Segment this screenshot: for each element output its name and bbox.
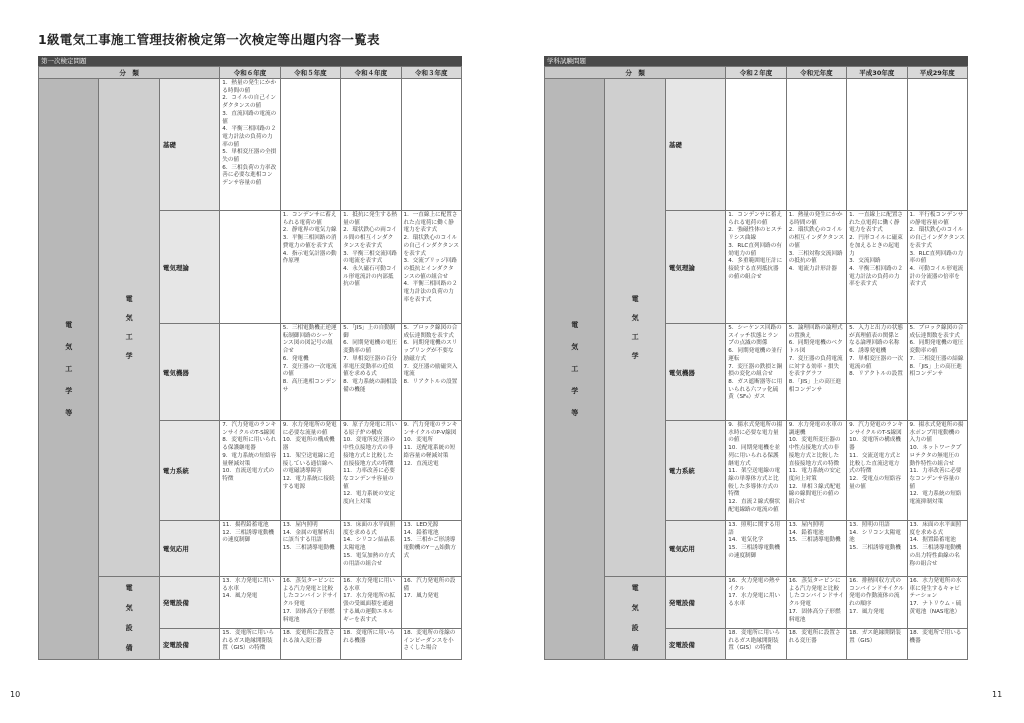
- header-bunrui: 分 類: [39, 67, 220, 79]
- cell-item: 8．リアクトルの設置: [403, 378, 458, 385]
- cell-item: 15．三相誘導電動機: [788, 537, 841, 544]
- cell-item: 5．ブロック線図の合成伝達関数を表す式: [403, 325, 458, 339]
- cell-item: 14．鉛蓄電池: [403, 529, 439, 536]
- category-char: 工: [631, 332, 639, 341]
- cell-item: 12．受電点の短絡容量の値: [849, 475, 901, 490]
- row-label: 電力系統: [665, 421, 725, 521]
- cell-item: 17．固体高分子形燃料電池: [788, 608, 841, 623]
- table-row: [545, 577, 968, 629]
- cell-item: 16．蒸気タービンによる汽力発電と比較したコンバインドサイクル発電: [788, 578, 844, 608]
- cell-item: 8．「JIS」上の高圧進相コンデンサ: [909, 363, 962, 378]
- cell-item: 11．力率改善に必要なコンデンサ容量の値: [909, 468, 962, 490]
- table-cell: [401, 211, 461, 324]
- category-char: 等: [571, 409, 579, 417]
- cell-item: 18．変電所に設置される油入変圧器: [282, 630, 335, 644]
- page-number: 11: [992, 690, 1003, 699]
- cell-item: 6．三相負荷の力率改善に必要な進相コンデンサ容量の値: [222, 164, 277, 187]
- category-char: 等: [65, 409, 73, 417]
- category-sub: [605, 79, 665, 577]
- cell-item: 18．変電所に用いられる機器: [343, 630, 395, 644]
- table-cell: [280, 421, 340, 521]
- cell-item: 16．蒸気タービンによる汽力発電と比較したコンバインドサイクル発電: [282, 578, 338, 608]
- category-char: 気: [125, 313, 133, 322]
- cell-item: 18．変電所に用いられるガス絶縁開閉装置（GIS）の特徴: [728, 630, 781, 652]
- cell-item: 6．発電機: [282, 355, 309, 362]
- cell-item: 17．風力発電: [849, 608, 885, 615]
- cell-item: 7．単相変圧器の一次電流の値: [849, 355, 904, 370]
- cell-item: 1．熱量の発生にかかる時間の値: [222, 80, 277, 94]
- cell-item: 13．照明の用語: [849, 522, 890, 528]
- table-cell: [907, 211, 967, 324]
- header-year: 平成29年度: [907, 67, 967, 79]
- table-cell: [341, 577, 401, 629]
- category-char: 電: [125, 584, 133, 592]
- cell-item: 4．平衡三相回路の２電力計法の負荷の力率を表す式: [849, 265, 904, 288]
- table-cell: [341, 521, 401, 577]
- row-label: 基礎: [159, 79, 219, 211]
- category-char: 備: [631, 644, 639, 652]
- cell-item: 8．高圧進相コンデンサ: [282, 378, 337, 393]
- cell-item: 17．ナトリウム・硫黄電池（NAS電池）: [909, 601, 962, 615]
- cell-item: 3．交流回路: [849, 258, 881, 265]
- page-number: 10: [10, 690, 21, 699]
- cell-item: 11．交流送電方式と比較した直流送電方式の特徴: [849, 452, 901, 475]
- category-char: 設: [125, 624, 133, 632]
- cell-item: 18．変電所の母線のインピーダンスを小さくした場合: [403, 630, 456, 652]
- cell-item: 2．環状鉄心のコイルの自己インダクタンスを表す式: [909, 227, 965, 249]
- cell-item: 5．「JIS」上の自動制御: [343, 325, 396, 339]
- category-char: 気: [65, 343, 73, 351]
- cell-item: 2．静電界の電気力線: [282, 227, 337, 234]
- category-char: 電: [631, 584, 639, 592]
- table-cell: [907, 577, 967, 629]
- cell-item: 7．変圧器の鉄損と銅損の変化の組合せ: [728, 363, 783, 378]
- category-char: 学: [631, 351, 639, 360]
- cell-item: 17．風力発電: [403, 593, 439, 600]
- cell-item: 4．電流力計形計器: [788, 265, 837, 272]
- cell-item: 7．単相変圧器の百分率電圧変動率の近似値を求める式: [343, 355, 398, 378]
- cell-item: 2．環状鉄心のコイルの自己インダクタンスを表す式: [403, 235, 459, 257]
- table-cell: [341, 629, 401, 660]
- cell-item: 16．水力発電所の水車に発生するキャビテーション: [909, 578, 962, 600]
- cell-item: 7．三相変圧器の結線: [909, 355, 964, 362]
- cell-item: 6．同期発電機の電圧変動率の値: [909, 340, 964, 355]
- cell-item: 13．屋内照明: [788, 522, 824, 528]
- cell-item: 6．同期発電機のベクトル図: [788, 340, 843, 355]
- cell-item: 1．コンデンサに蓄えられる電荷の値: [728, 212, 783, 226]
- table-cell: [847, 521, 907, 577]
- cell-item: 15．三相誘導電動機の速度制御: [728, 545, 781, 559]
- table-cell: [401, 629, 461, 660]
- cell-item: 3．交流ブリッジ回路の抵抗とインダクタンスの値の組合せ: [403, 258, 457, 280]
- row-label: 電気理論: [665, 211, 725, 324]
- table-cell: [907, 324, 967, 421]
- row-label: 電気機器: [665, 324, 725, 421]
- table-cell: [726, 211, 786, 324]
- cell-item: 5．論理回路の論理式の置換え: [788, 325, 843, 339]
- cell-item: 3．RLC直列回路の力率の値: [909, 250, 964, 265]
- category-char: 設: [631, 624, 639, 632]
- table-cell: [786, 324, 846, 421]
- cell-item: 12．電力系統の安定度向上対策: [343, 491, 395, 506]
- table-cell: [786, 421, 846, 521]
- cell-item: 11．揚程鉛蓄電池: [222, 522, 269, 528]
- table-cell: [220, 629, 280, 660]
- table-cell: [726, 421, 786, 521]
- cell-item: 18．ガス絶縁開閉装置（GIS）: [849, 630, 901, 644]
- cell-item: 6．同期発電機の電圧変動率の値: [343, 340, 398, 355]
- category-sub: [605, 577, 665, 660]
- cell-item: 1．熱量の発生にかかる時間の値: [788, 212, 843, 226]
- table-cell: [726, 577, 786, 629]
- cell-item: 2．環状鉄心の両コイル間の相互インダクタンスを表す式: [343, 227, 397, 249]
- cell-item: 13．水力発電に用いる水車: [222, 578, 275, 592]
- table-cell: [341, 324, 401, 421]
- table-cell: [341, 211, 401, 324]
- table-cell: [847, 79, 907, 211]
- category-char: 気: [125, 604, 133, 612]
- table-cell: [726, 629, 786, 660]
- category-char: 学: [65, 387, 73, 395]
- row-label: 電気応用: [159, 521, 219, 577]
- table-cell: [401, 577, 461, 629]
- cell-item: 8．電力系統の調相設備の機能: [343, 378, 398, 393]
- cell-item: 11．力率改善に必要なコンデンサ容量の値: [343, 468, 395, 490]
- table-cell: [280, 324, 340, 421]
- cell-item: 8．変電所に用いられる保護継電器: [222, 437, 277, 452]
- cell-item: 6．同期発電機のスリップリングが不要な励磁方式: [403, 340, 458, 362]
- exam-table: [38, 66, 462, 660]
- table-cell: [907, 521, 967, 577]
- table-cell: [907, 629, 967, 660]
- cell-item: 11．架空送電線に近接している通信線への電磁誘導障害: [282, 452, 335, 475]
- category-char: 気: [631, 604, 639, 612]
- table-cell: [280, 629, 340, 660]
- cell-item: 9．汽力発電のランキンサイクルのP-V線図: [403, 422, 458, 436]
- cell-item: 4．可動コイル形電流計の分流器の倍率を表す式: [909, 265, 964, 288]
- cell-item: 15．三相誘導電動機の出力特性曲線の名称の組合せ: [909, 545, 962, 567]
- cell-item: 7．汽力発電のランキンサイクルのT-S線図: [222, 422, 277, 436]
- category-char: 工: [65, 365, 73, 373]
- cell-item: 13．屋内照明: [282, 522, 318, 528]
- cell-item: 10．同期発電機を並列に用いられる保護継電方式: [728, 445, 781, 467]
- category-sub: [99, 577, 159, 660]
- category-main: [39, 79, 99, 660]
- cell-item: 14．シリコン太陽電池: [849, 529, 901, 544]
- table-cell: [847, 324, 907, 421]
- category-char: 工: [571, 365, 579, 373]
- category-sub: [99, 79, 159, 577]
- cell-item: 1．抵抗に発生する熱量の値: [343, 212, 398, 226]
- table-cell: [280, 577, 340, 629]
- cell-item: 16．火力発電の熱サイクル: [728, 578, 781, 592]
- cell-item: 2．強磁性体のヒステリシス曲線: [728, 227, 783, 242]
- table-cell: [847, 629, 907, 660]
- cell-item: 5．シーケンス回路のスイッチ状態とランプの点滅の関係: [728, 325, 782, 347]
- table-cell: [786, 521, 846, 577]
- table-cell: [726, 324, 786, 421]
- cell-item: 12．直流２線式樹状配電線路の電流の値: [728, 499, 781, 513]
- cell-item: 17．水力発電所の拡張の受風面積を通過する風の運動エネルギーを表す式: [343, 593, 395, 623]
- cell-item: 14．金属の電解析出に該当する用語: [282, 529, 335, 544]
- table-cell: [220, 79, 280, 211]
- row-label: 変電設備: [159, 629, 219, 660]
- exam-table: [544, 66, 968, 660]
- cell-item: 9．水力発電の水車の調速機: [788, 422, 843, 436]
- row-label: 変電設備: [665, 629, 725, 660]
- left-page: [10, 56, 462, 699]
- table-cell: [726, 79, 786, 211]
- cell-item: 1．一直線上に配置された点電荷に働く静電力を表す式: [403, 212, 458, 234]
- cell-item: 7．変圧器の励磁突入電流: [403, 363, 458, 378]
- table-row: [39, 79, 462, 211]
- cell-item: 12．単相３線式配電線の線間電圧の値の組合せ: [788, 483, 841, 506]
- cell-item: 15．三相誘導電動機: [282, 545, 335, 552]
- header-year: 令和２年度: [726, 67, 786, 79]
- category-char: 電: [65, 321, 73, 329]
- header-year: 令和５年度: [280, 67, 340, 79]
- cell-item: 2．円形コイルに磁束を加えるときの起電力: [849, 235, 903, 257]
- cell-item: 10．ネットワークプロテクタの無電圧の動作特性の組合せ: [909, 445, 962, 467]
- category-char: 工: [125, 332, 133, 341]
- table-cell: [786, 79, 846, 211]
- row-label: 電気機器: [159, 324, 219, 421]
- cell-item: 12．三相誘導電動機の速度制御: [222, 529, 275, 544]
- table-cell: [220, 577, 280, 629]
- category-char: 電: [125, 294, 133, 303]
- category-char: 気: [631, 313, 639, 322]
- row-label: 発電設備: [665, 577, 725, 629]
- table-cell: [786, 629, 846, 660]
- header-year: 令和６年度: [220, 67, 280, 79]
- header-year: 令和４年度: [341, 67, 401, 79]
- row-label: 電力系統: [159, 421, 219, 521]
- cell-item: 12．電力系統の短絡電流抑制対策: [909, 491, 962, 506]
- cell-item: 13．LED光源: [403, 522, 439, 528]
- cell-item: 14．据置鉛蓄電池: [909, 537, 956, 544]
- section-header: 学科試験問題: [544, 56, 968, 66]
- cell-item: 7．変圧器の一次電流の値: [282, 363, 337, 378]
- cell-item: 3．三相対称交流回路の抵抗の値: [788, 250, 843, 265]
- category-main: [545, 79, 605, 660]
- cell-item: 10．直流送電方式の特徴: [222, 468, 275, 482]
- cell-item: 9．揚水式発電所の揚水時に必要な電力量の値: [728, 422, 783, 444]
- table-row: [39, 577, 462, 629]
- table-cell: [280, 521, 340, 577]
- cell-item: 3．RLC直列回路の有効電力の値: [728, 242, 782, 257]
- table-cell: [907, 421, 967, 521]
- cell-item: 13．床面の水平面照度を求める式: [343, 522, 395, 536]
- cell-item: 14．シリコン結晶系太陽電池: [343, 537, 395, 552]
- section-header: 第一次検定問題: [38, 56, 462, 66]
- cell-item: 15．三相誘導電動機: [849, 545, 901, 552]
- table-cell: [786, 211, 846, 324]
- cell-item: 2．コイルの自己インダクタンスの値: [222, 95, 277, 110]
- cell-item: 10．変電所変圧器の中性点接地方式の非接地方式と比較した直接接地方式の特徴: [343, 437, 395, 467]
- table-cell: [847, 577, 907, 629]
- table-cell: [847, 421, 907, 521]
- right-page: [544, 56, 1003, 699]
- cell-item: 17．固体高分子形燃料電池: [282, 608, 335, 623]
- table-cell: [401, 421, 461, 521]
- cell-item: 4．平衡三相回路の２電力計法の負荷の力率の値: [222, 126, 277, 148]
- table-cell: [341, 79, 401, 211]
- cell-item: 9．原子力発電に用いる原子炉の構成: [343, 422, 398, 436]
- cell-item: 15．変電所に用いられるガス絶縁開閉装置（GIS）の特徴: [222, 630, 275, 652]
- cell-item: 16．汽力発電所の設備: [403, 578, 456, 592]
- cell-item: 5．入力と出力の状態が真理値表の関係となる論理回路の名称: [849, 325, 904, 347]
- cell-item: 5．単相変圧器の全損失の値: [222, 149, 277, 164]
- cell-item: 14．電気化学: [728, 537, 764, 544]
- table-cell: [401, 79, 461, 211]
- table-cell: [220, 324, 280, 421]
- table-cell: [220, 521, 280, 577]
- cell-item: 2．環状鉄心のコイルの相互インダクタンスの値: [788, 227, 845, 249]
- cell-item: 1．平行板コンデンサの静電容量の値: [909, 212, 964, 226]
- cell-item: 13．床面の水平面照度を求める式: [909, 522, 962, 536]
- cell-item: 8．ガス遮断器等に用いられる六フッ化硫黄（SF₆）ガス: [728, 378, 783, 401]
- cell-item: 8．リアクトルの設置: [849, 371, 903, 378]
- cell-item: 9．電力系統の短絡容量軽減対策: [222, 452, 277, 467]
- cell-item: 3．平衡三相交流回路の電流を表す式: [343, 250, 398, 265]
- table-cell: [341, 421, 401, 521]
- table-cell: [401, 324, 461, 421]
- cell-item: 11．送配電系統の短絡容量の軽減対策: [403, 445, 456, 459]
- cell-item: 9．水力発電所の発電に必要な流量の値: [282, 422, 337, 436]
- cell-item: 18．変電所で用いる機器: [909, 630, 962, 644]
- page-title: 1級電気工事施工管理技術検定第一次検定等出題内容一覧表: [38, 32, 380, 47]
- cell-item: 10．変電所: [403, 437, 434, 444]
- category-char: 学: [125, 351, 133, 360]
- row-label: 電気理論: [159, 211, 219, 324]
- category-char: 気: [571, 343, 579, 351]
- table-cell: [280, 79, 340, 211]
- category-char: 学: [571, 387, 579, 395]
- cell-item: 10．変電所の構成機器: [282, 437, 335, 452]
- row-label: 電気応用: [665, 521, 725, 577]
- header-year: 令和元年度: [786, 67, 846, 79]
- cell-item: 13．照明に関する用語: [728, 522, 781, 536]
- cell-item: 4．永久磁石可動コイル形電流計の内部抵抗の値: [343, 265, 397, 288]
- cell-item: 7．変圧器の負荷電流に対する効率・損失を表すグラフ: [788, 355, 843, 378]
- cell-item: 18．変電所に設置される変圧器: [788, 630, 841, 644]
- table-cell: [220, 421, 280, 521]
- row-label: 基礎: [665, 79, 725, 211]
- cell-item: 3．直流回路の電流の値: [222, 110, 277, 125]
- table-cell: [726, 521, 786, 577]
- header-year: 令和３年度: [401, 67, 461, 79]
- cell-item: 5．三相電動機正逆運転制御回路のシーケンス図の図記号の組合せ: [282, 325, 337, 355]
- cell-item: 16．水力発電に用いる水車: [343, 578, 395, 592]
- table-cell: [280, 211, 340, 324]
- category-char: 電: [571, 321, 579, 329]
- header-bunrui: 分 類: [545, 67, 726, 79]
- cell-item: 6．誘導発電機: [849, 348, 887, 355]
- cell-item: 10．変電所変圧器の中性点接地方式の非接地方式と比較した直接接地方式の特徴: [788, 437, 841, 467]
- cell-item: 16．排熱回収方式のコンバインドサイクル発電の作動流体の流れの順序: [849, 578, 904, 608]
- cell-item: 1．コンデンサに蓄えられる電荷の値: [282, 212, 337, 226]
- cell-item: 4．多重範囲電圧計に接続する直列抵抗器の値の組合せ: [728, 258, 783, 280]
- cell-item: 15．三相かご形誘導電動機のY－△始動方式: [403, 537, 457, 559]
- cell-item: 11．架空送電線の電線の単導体方式と比較した多導体方式の特徴: [728, 468, 781, 498]
- cell-item: 3．平衡三相回路の消費電力の値を表す式: [282, 235, 337, 249]
- cell-item: 10．変電所の構成機器: [849, 437, 901, 452]
- category-char: 備: [125, 644, 133, 652]
- table-row: [545, 79, 968, 211]
- cell-item: 1．一直線上に配置された点電荷に働く静電力を表す式: [849, 212, 904, 234]
- cell-item: 11．電力系統の安定度向上対策: [788, 468, 841, 482]
- cell-item: 4．平衡三相回路の２電力計法の負荷の力率を表す式: [403, 281, 458, 303]
- cell-item: 15．電気加熱の方式の用語の組合せ: [343, 552, 395, 567]
- cell-item: 14．風力発電: [222, 593, 258, 600]
- cell-item: 9．汽力発電のランキンサイクルのT-S線図: [849, 422, 904, 436]
- cell-item: 5．ブロック線図の合成伝達関数を表す式: [909, 325, 964, 339]
- cell-item: 12．直流送電: [403, 460, 439, 467]
- cell-item: 17．水力発電に用いる水車: [728, 593, 781, 608]
- category-char: 電: [631, 294, 639, 303]
- cell-item: 14．鉛蓄電池: [788, 529, 824, 536]
- table-cell: [220, 211, 280, 324]
- cell-item: 4．指示電気計器の動作原理: [282, 250, 337, 265]
- cell-item: 8．「JIS」上の高圧進相コンデンサ: [788, 378, 842, 393]
- table-cell: [786, 577, 846, 629]
- table-cell: [907, 79, 967, 211]
- row-label: 発電設備: [159, 577, 219, 629]
- header-year: 平成30年度: [847, 67, 907, 79]
- cell-item: 6．同期発電機の並行運転: [728, 348, 783, 362]
- cell-item: 12．電力系統に接続する電源: [282, 475, 335, 490]
- table-cell: [847, 211, 907, 324]
- table-cell: [401, 521, 461, 577]
- cell-item: 9．揚水式発電所の揚水ポンプ用電動機の入力の値: [909, 422, 964, 444]
